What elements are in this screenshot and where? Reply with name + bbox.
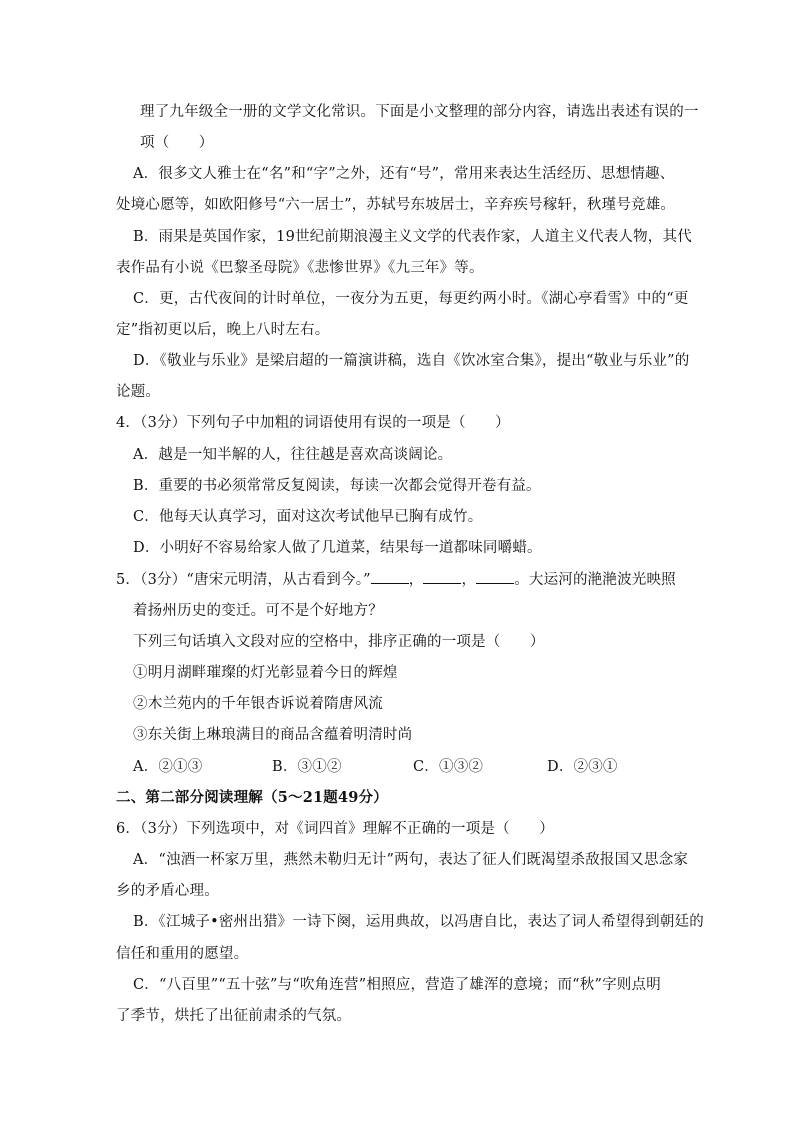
- question6-option-c-line2: 了季节，烘托了出征前肃杀的气氛。: [116, 1008, 352, 1024]
- question3-option-d-line1: D．《敬业与乐业》是梁启超的一篇演讲稿，选自《饮冰室合集》，提出“敬业与乐业”的: [133, 353, 690, 369]
- question5-stem-tail: 。大运河的滟滟波光映照: [514, 572, 676, 588]
- question4-stem: 4．（3分）下列句子中加粗的词语使用有误的一项是（ ）: [116, 415, 510, 431]
- question3-option-b-line1: B．雨果是英国作家，19世纪前期浪漫主义文学的代表作家，人道主义代表人物，其代: [133, 229, 692, 245]
- question5-sentence-1: ①明月湖畔璀璨的灯光彰显着今日的辉煌: [133, 665, 398, 681]
- question3-option-d-line2: 论题。: [116, 384, 161, 400]
- question5-stem-intro: 5．（3分）“唐宋元明清，从古看到今。”: [116, 572, 371, 588]
- question3-option-a-line1: A．很多文人雅士在“名”和“字”之外，还有“号”，常用来表达生活经历、思想情趣、: [133, 166, 675, 182]
- question3-stem-line1: 理了九年级全一册的文学文化常识。下面是小文整理的部分内容，请选出表述有误的一: [140, 104, 699, 120]
- question5-option-c: C．①③②: [413, 759, 484, 775]
- question5-stem-line2: 着扬州历史的变迁。可不是个好地方？: [133, 603, 383, 619]
- question5-stem-line1: [116, 569, 676, 590]
- question6-option-a-line2: 乡的矛盾心理。: [116, 883, 219, 899]
- question4-option-c: C．他每天认真学习，面对这次考试他早已胸有成竹。: [133, 509, 483, 525]
- answer-blank-1: [371, 569, 409, 584]
- question6-option-b-line2: 信任和重用的愿望。: [116, 946, 249, 962]
- question6-option-c-line1: C．“八百里”“五十弦”与“吹角连营”相照应，营造了雄浑的意境；而“秋”字则点明: [133, 977, 661, 993]
- blank-separator-2: ，: [461, 572, 477, 588]
- blank-separator-1: ，: [408, 572, 424, 588]
- question5-option-b: B．③①②: [272, 759, 342, 775]
- question5-option-d: D．②③①: [547, 759, 618, 775]
- question3-option-a-line2: 处境心愿等，如欧阳修号“六一居士”，苏轼号东坡居士，辛弃疾号稼轩，秋瑾号竞雄。: [116, 197, 676, 213]
- question5-sentence-3: ③东关街上琳琅满目的商品含蕴着明清时尚: [133, 727, 413, 743]
- question5-option-a: A．②①③: [133, 759, 203, 775]
- answer-blank-3: [476, 569, 514, 584]
- answer-blank-2: [423, 569, 461, 584]
- question3-option-c-line1: C．更，古代夜间的计时单位，一夜分为五更，每更约两小时。《湖心亭看雪》中的“更: [133, 291, 689, 307]
- question5-instruction: 下列三句话填入文段对应的空格中，排序正确的一项是（ ）: [133, 634, 545, 650]
- question4-option-b: B．重要的书必须常常反复阅读，每读一次都会觉得开卷有益。: [133, 478, 541, 494]
- question4-option-a: A．越是一知半解的人，往往越是喜欢高谈阔论。: [133, 447, 453, 463]
- question3-option-c-line2: 定”指初更以后，晚上八时左右。: [116, 322, 330, 338]
- question3-stem-line2: 项（ ）: [140, 135, 214, 151]
- question3-option-b-line2: 表作品有小说《巴黎圣母院》《悲惨世界》《九三年》等。: [116, 260, 484, 276]
- section-heading-reading: 二、第二部分阅读理解（5～21题49分）: [116, 789, 388, 806]
- question4-option-d: D．小明好不容易给家人做了几道菜，结果每一道都味同嚼蜡。: [133, 540, 542, 556]
- question6-option-a-line1: A．“浊酒一杯家万里，燕然未勒归无计”两句，表达了征人们既渴望杀敌报国又思念家: [133, 852, 689, 868]
- question6-option-b-line1: B．《江城子•密州出猎》一诗下阕，运用典故，以冯唐自比，表达了词人希望得到朝廷的: [133, 914, 704, 930]
- question5-sentence-2: ②木兰苑内的千年银杏诉说着隋唐风流: [133, 696, 383, 712]
- question6-stem: 6．（3分）下列选项中，对《词四首》理解不正确的一项是（ ）: [116, 821, 554, 837]
